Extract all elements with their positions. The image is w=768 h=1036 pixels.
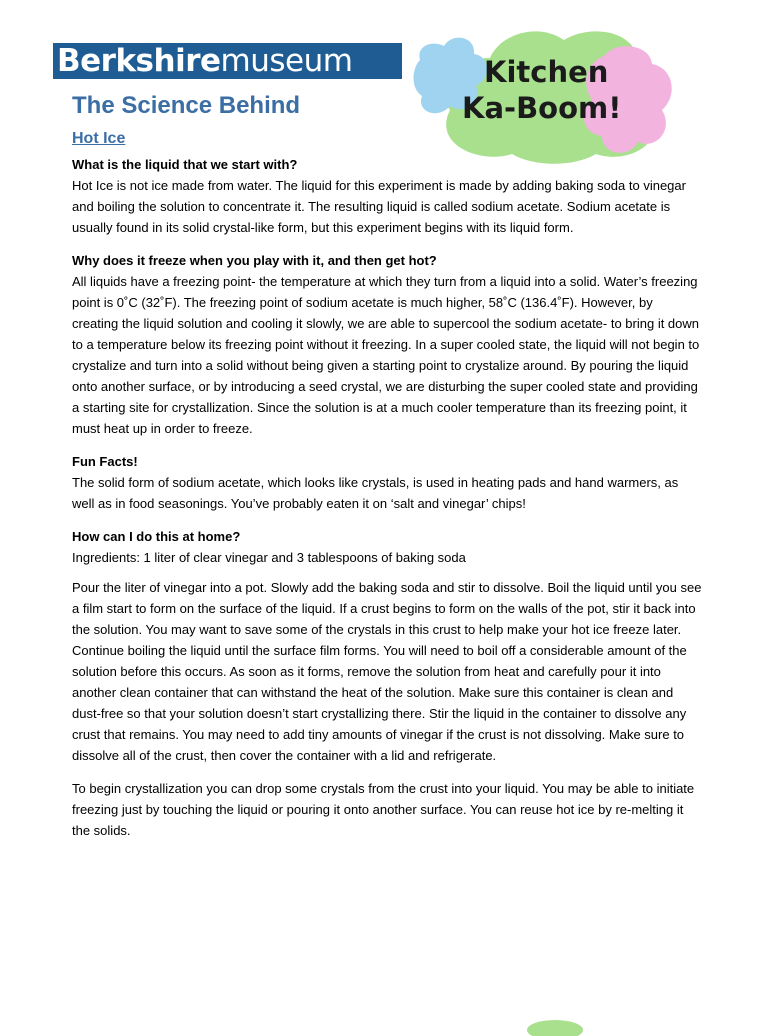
ingredients-text: Ingredients: 1 liter of clear vinegar and 3 tablespoons of baking soda [72,550,466,565]
kitchen-kaboom-logo [412,18,682,168]
section-body: Hot Ice is not ice made from water. The liquid for this experiment is made by adding baking soda to vinegar and boiling the solution to concentrate it. The resulting liquid is called sodium acetate. Sodium acetate is usually found in its solid crystal-like form, but this experiment begins with its liquid form. [72,178,686,235]
museum-banner [53,43,402,79]
section-subtitle: Hot Ice [72,130,126,147]
decorative-blob-fragment [525,1016,585,1036]
museum-name-light: museum [220,43,353,79]
section-heading: Fun Facts! [72,454,138,469]
instructions-paragraph: Pour the liter of vinegar into a pot. Slowly add the baking soda and stir to dissolve. Boil the liquid until you see a film start to form on the surface of the liquid. If a crust begins to form on the walls of the pot, stir it back into the solution. You may want to save some of the crystals in this crust to help make your hot ice freeze later. Continue boiling the liquid until the surface film forms. You will need to boil off a considerable amount of the solution before this occurs. As soon as it forms, remove the solution from heat and carefully pour it into another clean container that can withstand the heat of the solution. Make sure this container is clean and dust-free so that your solution doesn’t start crystallizing there. Stir the liquid in the container to dissolve any crust that remains. You may need to add tiny amounts of vinegar if the crust is not dissolving. Make sure to dissolve all of the crust, then cover the container with a lid and refrigerate. [72,580,702,763]
section-heading: How can I do this at home? [72,529,241,544]
section-liquid [72,154,702,238]
section-heading: What is the liquid that we start with? [72,157,298,172]
page-title: The Science Behind [72,92,301,119]
section-fun-facts [72,451,702,514]
section-heading: Why does it freeze when you play with it, and then get hot? [72,253,437,268]
logo-text-kaboom: Ka-Boom! [462,91,622,125]
logo-text-kitchen: Kitchen [484,55,609,89]
section-body: The solid form of sodium acetate, which looks like crystals, is used in heating pads and hand warmers, as well as in food seasonings. You’ve probably eaten it on ‘salt and vinegar’ chips! [72,475,679,511]
section-body: All liquids have a freezing point- the temperature at which they turn from a liquid into a solid. Water’s freezing point is 0˚C (32˚F). The freezing point of sodium acetate is much higher, 58˚C (136.4˚F). However, by creating the liquid solution and cooling it slowly, we are able to supercool the sodium acetate- to bring it down to a temperature below its freezing point without it freezing. In a super cooled state, the liquid will not begin to crystalize and turn into a solid without being given a starting point to crystalize around. By pouring the liquid onto another surface, or by introducing a seed crystal, we are disturbing the super cooled state and providing a starting site for crystallization. Since the solution is at a much cooler temperature than its freezing point, it must heat up in order to freeze. [72,274,700,436]
section-freeze [72,250,702,439]
document-body [72,154,702,853]
crystallization-paragraph: To begin crystallization you can drop some crystals from the crust into your liquid. You may be able to initiate freezing just by touching the liquid or pouring it onto another surface. You can reuse hot ice by re-melting it the solids. [72,781,695,838]
museum-name-bold: Berkshire [57,43,221,79]
section-at-home [72,526,702,568]
